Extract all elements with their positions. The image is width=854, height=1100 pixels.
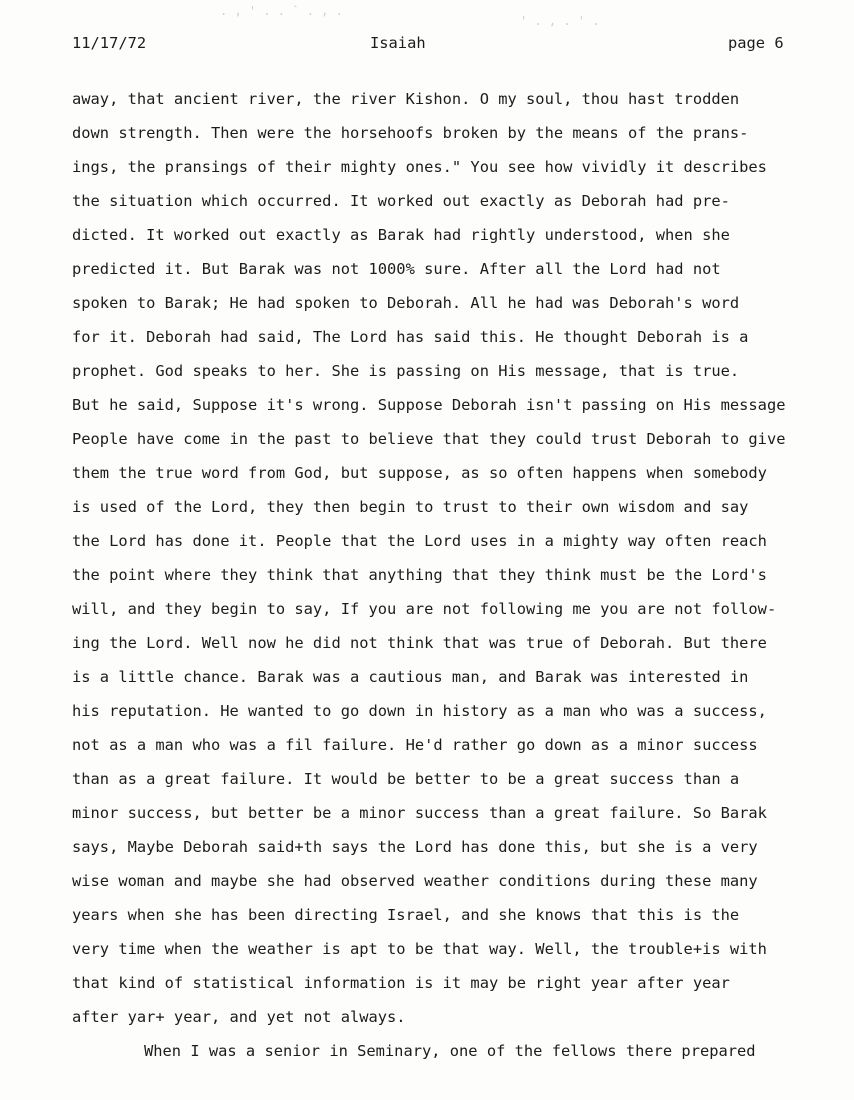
text-line: very time when the weather is apt to be that way. Well, the trouble+is with bbox=[72, 940, 767, 958]
text-line: ings, the pransings of their mighty ones." You see how vividly it describes bbox=[72, 158, 767, 176]
text-line: years when she has been directing Israel, and she knows that this is the bbox=[72, 906, 740, 924]
text-line: than as a great failure. It would be better to be a great success than a bbox=[72, 770, 740, 788]
text-line: down strength. Then were the horsehoofs broken by the means of the prans- bbox=[72, 124, 749, 142]
header-page-number: page 6 bbox=[728, 34, 784, 52]
text-line: People have come in the past to believe that they could trust Deborah to give bbox=[72, 430, 786, 448]
text-line: away, that ancient river, the river Kishon. O my soul, thou hast trodden bbox=[72, 90, 740, 108]
text-line: for it. Deborah had said, The Lord has said this. He thought Deborah is a bbox=[72, 328, 749, 346]
text-line: after yar+ year, and yet not always. bbox=[72, 1008, 406, 1026]
text-line: the point where they think that anything that they think must be the Lord's bbox=[72, 566, 767, 584]
text-line: that kind of statistical information is it may be right year after year bbox=[72, 974, 730, 992]
text-line: is used of the Lord, they then begin to trust to their own wisdom and say bbox=[72, 498, 749, 516]
show-through-marks: ' . , . ' . bbox=[520, 14, 600, 28]
text-line: the Lord has done it. People that the Lord uses in a mighty way often reach bbox=[72, 532, 767, 550]
text-line: will, and they begin to say, If you are not following me you are not follow- bbox=[72, 600, 777, 618]
text-line: says, Maybe Deborah said+th says the Lord has done this, but she is a very bbox=[72, 838, 758, 856]
text-line: is a little chance. Barak was a cautious man, and Barak was interested in bbox=[72, 668, 749, 686]
text-line: them the true word from God, but suppose, as so often happens when somebody bbox=[72, 464, 767, 482]
text-line: dicted. It worked out exactly as Barak had rightly understood, when she bbox=[72, 226, 730, 244]
text-line: ing the Lord. Well now he did not think that was true of Deborah. But there bbox=[72, 634, 767, 652]
header-date: 11/17/72 bbox=[72, 34, 147, 52]
page-header bbox=[0, 34, 854, 58]
text-line: prophet. God speaks to her. She is passing on His message, that is true. bbox=[72, 362, 740, 380]
text-line: minor success, but better be a minor success than a great failure. So Barak bbox=[72, 804, 767, 822]
text-line-indented: When I was a senior in Seminary, one of the fellows there prepared bbox=[144, 1042, 756, 1060]
text-line: the situation which occurred. It worked out exactly as Deborah had pre- bbox=[72, 192, 730, 210]
text-line: his reputation. He wanted to go down in history as a man who was a success, bbox=[72, 702, 767, 720]
header-title: Isaiah bbox=[370, 34, 426, 52]
text-line: not as a man who was a fil failure. He'd rather go down as a minor success bbox=[72, 736, 758, 754]
text-line: But he said, Suppose it's wrong. Suppose Deborah isn't passing on His message bbox=[72, 396, 786, 414]
show-through-marks: . , ' . . ` . , . bbox=[220, 4, 343, 18]
text-line: predicted it. But Barak was not 1000% sure. After all the Lord had not bbox=[72, 260, 721, 278]
text-line: spoken to Barak; He had spoken to Deborah. All he had was Deborah's word bbox=[72, 294, 740, 312]
text-line: wise woman and maybe she had observed weather conditions during these many bbox=[72, 872, 758, 890]
